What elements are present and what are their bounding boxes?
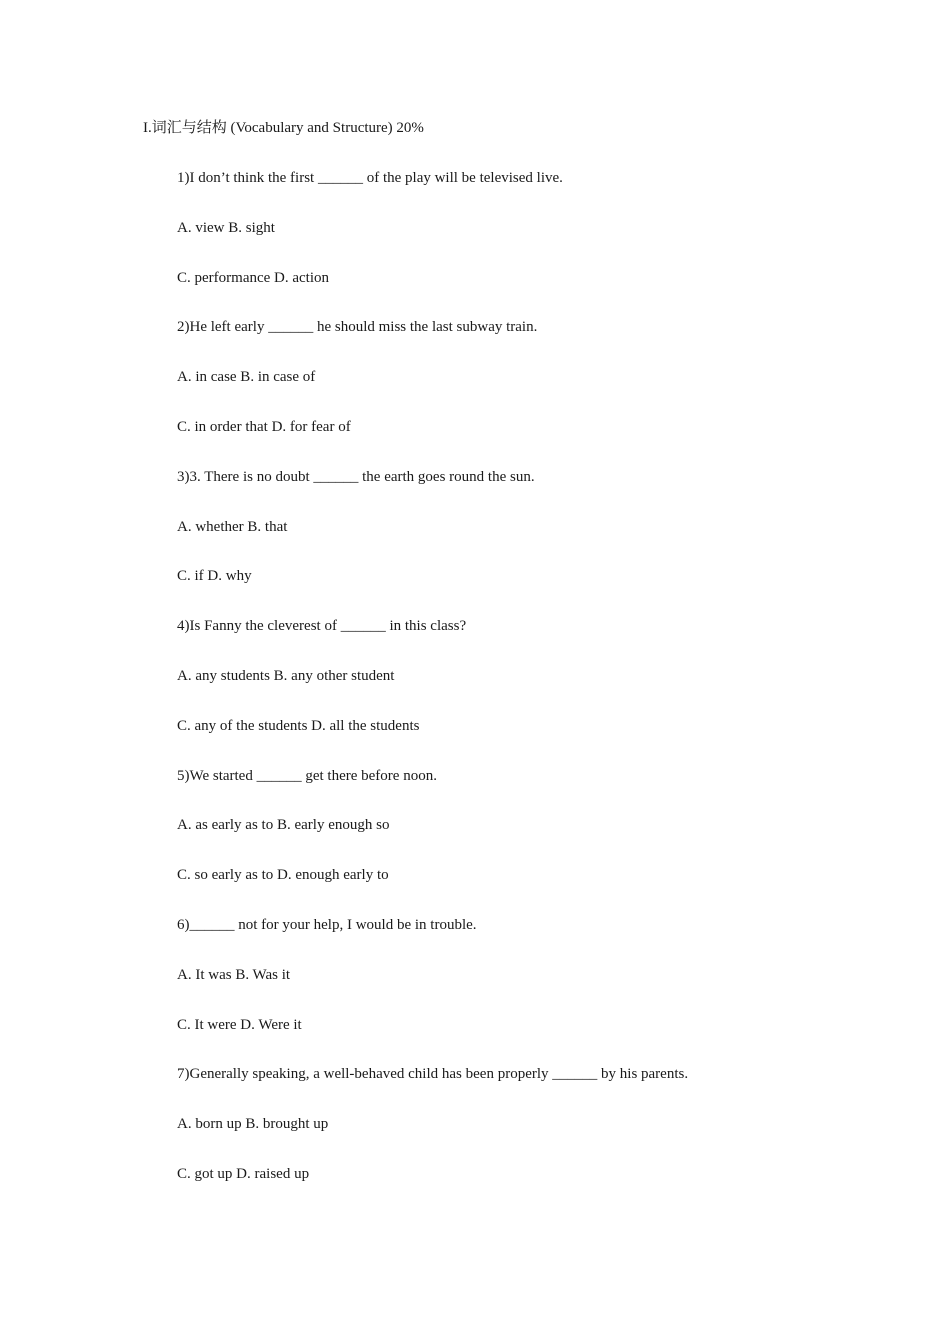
- question-7: [177, 1064, 897, 1184]
- question-5: [177, 766, 897, 886]
- options-c-d: C. in order that D. for fear of: [177, 418, 351, 435]
- options-a-b: A. view B. sight: [177, 219, 275, 236]
- question-stem: 7)Generally speaking, a well-behaved child has been properly ______ by his parents.: [177, 1066, 689, 1083]
- question-stem: 2)He left early ______ he should miss the last subway train.: [177, 319, 538, 336]
- question-2: [177, 317, 897, 437]
- question-stem: 5)We started ______ get there before noon.: [177, 767, 437, 784]
- question-list: [177, 168, 897, 1214]
- options-c-d: C. performance D. action: [177, 269, 330, 286]
- question-1: [177, 168, 897, 288]
- question-4: [177, 616, 897, 736]
- options-c-d: C. any of the students D. all the students: [177, 717, 420, 734]
- question-stem: 4)Is Fanny the cleverest of ______ in this class?: [177, 618, 467, 635]
- options-a-b: A. born up B. brought up: [177, 1116, 329, 1133]
- options-c-d: C. so early as to D. enough early to: [177, 867, 389, 884]
- section-title: I.词汇与结构 (Vocabulary and Structure) 20%: [143, 120, 424, 136]
- options-a-b: A. in case B. in case of: [177, 369, 316, 386]
- question-stem: 6)______ not for your help, I would be in trouble.: [177, 916, 477, 933]
- options-a-b: A. whether B. that: [177, 518, 288, 535]
- options-a-b: A. as early as to B. early enough so: [177, 817, 390, 834]
- options-c-d: C. if D. why: [177, 568, 252, 585]
- question-stem: 3)3. There is no doubt ______ the earth goes round the sun.: [177, 468, 535, 485]
- options-c-d: C. It were D. Were it: [177, 1016, 302, 1033]
- options-c-d: C. got up D. raised up: [177, 1165, 310, 1182]
- options-a-b: A. It was B. Was it: [177, 966, 291, 983]
- question-3: [177, 467, 897, 587]
- question-stem: 1)I don’t think the first ______ of the play will be televised live.: [177, 170, 563, 186]
- options-a-b: A. any students B. any other student: [177, 667, 395, 684]
- question-6: [177, 915, 897, 1035]
